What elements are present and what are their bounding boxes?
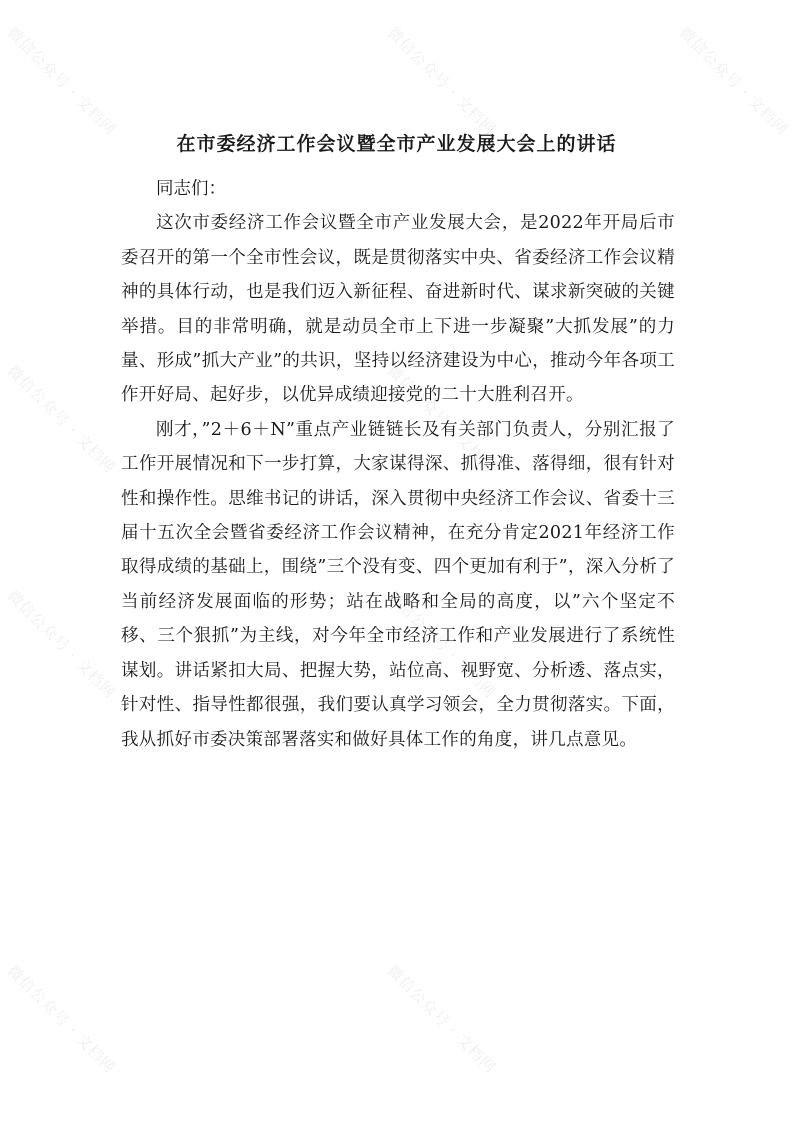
greeting: 同志们： (156, 179, 226, 199)
watermark-text: 微信公众号 · 文档网 (3, 23, 120, 139)
watermark-text: 微信公众号 · 文档网 (3, 586, 120, 702)
paragraph-1: 这次市委经济工作会议暨全市产业发展大会，是2022年开局后市委召开的第一个全市性会议，既是贯彻落实中央、省委经济工作会议精神的具体行动，也是我们迈入新征程、奋进新时代、谋求新突破的关键举措。目的非常明确，就是动员全市上下进一步凝聚”大抓发展”的力量、形成”抓大产业”的共识，坚持以经济建设为中心，推动今年各项工作开好局、起好步，以优异成绩迎接党的二十大胜利召开。 (121, 213, 675, 406)
watermark-text: 微信公众号 · 文档网 (383, 961, 500, 1077)
watermark-text: 微信公众号 · 文档网 (383, 361, 500, 477)
watermark-text: 微信公众号 · 文档网 (383, 23, 500, 139)
document-title: 在市委经济工作会议暨全市产业发展大会上的讲话 (176, 133, 617, 155)
watermark-text: 微信公众号 · 文档网 (675, 23, 792, 139)
document-body (121, 172, 675, 757)
paragraph-2: 刚才，”2＋6＋N”重点产业链链长及有关部门负责人，分别汇报了工作开展情况和下一步打算，大家谋得深、抓得准、落得细，很有针对性和操作性。思维书记的讲话，深入贯彻中央经济工作会议、省委十三届十五次全会暨省委经济工作会议精神，在充分肯定2021年经济工作取得成绩的基础上，围绕”三个没有变、四个更加有利于”，深入分析了当前经济发展面临的形势；站在战略和全局的高度，以”六个坚定不移、三个狠抓”为主线，对今年全市经济工作和产业发展进行了系统性谋划。讲话紧扣大局、把握大势，站位高、视野宽、分析透、落点实，针对性、指导性都很强，我们要认真学习领会，全力贯彻落实。下面，我从抓好市委决策部署落实和做好具体工作的角度，讲几点意见。 (121, 419, 675, 750)
watermark-text: 微信公众号 · 文档网 (3, 361, 120, 477)
watermark-text: 微信公众号 · 文档网 (383, 586, 500, 702)
watermark-text: 微信公众号 · 文档网 (3, 961, 120, 1077)
